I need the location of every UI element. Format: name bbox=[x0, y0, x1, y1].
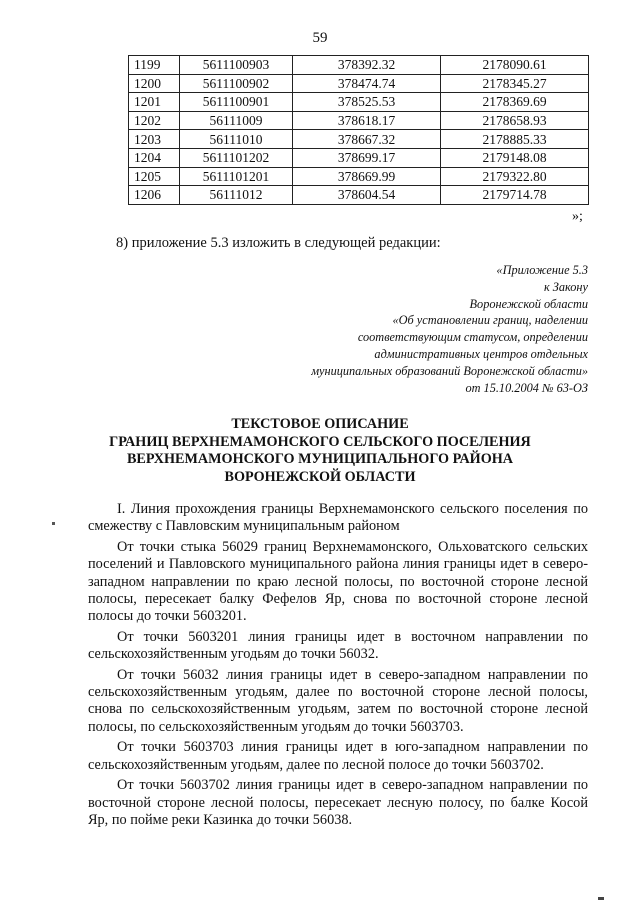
table-row bbox=[129, 148, 589, 167]
point-index-cell: 1203 bbox=[129, 130, 180, 149]
point-index-cell: 1201 bbox=[129, 93, 180, 112]
point-code-cell: 56111009 bbox=[180, 111, 293, 130]
coordinates-table-body bbox=[129, 56, 589, 205]
point-index-cell: 1205 bbox=[129, 167, 180, 186]
x-coordinate-cell: 378618.17 bbox=[293, 111, 441, 130]
page-number: 59 bbox=[312, 30, 328, 46]
heading-line: ВЕРХНЕМАМОНСКОГО МУНИЦИПАЛЬНОГО РАЙОНА bbox=[126, 451, 514, 468]
x-coordinate-cell: 378604.54 bbox=[293, 186, 441, 205]
point-code-cell: 5611101202 bbox=[180, 148, 293, 167]
point-code-cell: 56111012 bbox=[180, 186, 293, 205]
point-code-cell: 5611100903 bbox=[180, 56, 293, 75]
document-heading bbox=[0, 416, 640, 486]
y-coordinate-cell: 2178885.33 bbox=[441, 130, 589, 149]
table-row bbox=[129, 111, 589, 130]
coordinates-table bbox=[128, 55, 589, 205]
x-coordinate-cell: 378392.32 bbox=[293, 56, 441, 75]
closing-quote: »; bbox=[572, 209, 583, 224]
table-row bbox=[129, 56, 589, 75]
scan-mark bbox=[52, 522, 55, 525]
x-coordinate-cell: 378669.99 bbox=[293, 167, 441, 186]
y-coordinate-cell: 2178369.69 bbox=[441, 93, 589, 112]
appendix-reference bbox=[311, 262, 588, 396]
x-coordinate-cell: 378699.17 bbox=[293, 148, 441, 167]
table-row bbox=[129, 93, 589, 112]
point-code-cell: 5611101201 bbox=[180, 167, 293, 186]
point-index-cell: 1200 bbox=[129, 74, 180, 93]
y-coordinate-cell: 2179714.78 bbox=[441, 186, 589, 205]
point-code-cell: 5611100901 bbox=[180, 93, 293, 112]
x-coordinate-cell: 378525.53 bbox=[293, 93, 441, 112]
paragraph: От точки 5603703 линия границы идет в юго-западном направлении по сельскохозяйственным угодьям, далее по лесной полосе до точки 5603702. bbox=[88, 739, 588, 773]
x-coordinate-cell: 378474.74 bbox=[293, 74, 441, 93]
amendment-instruction: 8) приложение 5.3 изложить в следующей редакции: bbox=[116, 235, 441, 251]
boundary-description bbox=[88, 501, 588, 832]
paragraph: От точки 56032 линия границы идет в северо-западном направлении по сельскохозяйственным угодьям, далее по восточной стороне лесной полосы, снова по сельскохозяйственным угодьям, затем по восточной стороне лесной полосы, по сельскохозяйственным угодьям до точки 5603703. bbox=[88, 666, 588, 735]
paragraph: I. Линия прохождения границы Верхнемамонского сельского поселения по смежеству с Павловским муниципальным районом bbox=[88, 501, 588, 535]
point-index-cell: 1202 bbox=[129, 111, 180, 130]
y-coordinate-cell: 2179148.08 bbox=[441, 148, 589, 167]
appendix-line: «Об установлении границ, наделении bbox=[392, 313, 588, 328]
x-coordinate-cell: 378667.32 bbox=[293, 130, 441, 149]
appendix-line: административных центров отдельных bbox=[374, 346, 588, 361]
scan-mark bbox=[598, 897, 604, 900]
appendix-line: к Закону bbox=[543, 279, 588, 294]
appendix-line: «Приложение 5.3 bbox=[496, 263, 588, 277]
paragraph: От точки стыка 56029 границ Верхнемамонского, Ольховатского сельских поселений и Павловского муниципального района линия границы идет в северо-западном направлении по краю лесной полосы, по восточной стороне лесной полосы, пересекает балку Фефелов Яр, снова по восточной стороне лесной полосы до точки 5603201. bbox=[88, 538, 588, 625]
point-code-cell: 56111010 bbox=[180, 130, 293, 149]
table-row bbox=[129, 130, 589, 149]
point-index-cell: 1206 bbox=[129, 186, 180, 205]
paragraph: От точки 5603201 линия границы идет в восточном направлении по сельскохозяйственным угодьям до точки 56032. bbox=[88, 628, 588, 663]
point-index-cell: 1204 bbox=[129, 148, 180, 167]
point-index-cell: 1199 bbox=[129, 56, 180, 75]
appendix-line: муниципальных образований Воронежской области» bbox=[311, 363, 588, 378]
table-row bbox=[129, 186, 589, 205]
appendix-line: от 15.10.2004 № 63-ОЗ bbox=[465, 380, 588, 395]
y-coordinate-cell: 2179322.80 bbox=[441, 167, 589, 186]
heading-line: ГРАНИЦ ВЕРХНЕМАМОНСКОГО СЕЛЬСКОГО ПОСЕЛЕНИЯ bbox=[109, 433, 531, 450]
appendix-line: соответствующим статусом, определении bbox=[357, 330, 588, 345]
heading-line: ТЕКСТОВОЕ ОПИСАНИЕ bbox=[231, 416, 409, 432]
y-coordinate-cell: 2178345.27 bbox=[441, 74, 589, 93]
y-coordinate-cell: 2178658.93 bbox=[441, 111, 589, 130]
paragraph: От точки 5603702 линия границы идет в северо-западном направлении по восточной стороне лесной полосы, пересекает лесную полосу, по балке Косой Яр, по пойме реки Казинка до точки 56038. bbox=[88, 777, 588, 828]
table-row bbox=[129, 167, 589, 186]
y-coordinate-cell: 2178090.61 bbox=[441, 56, 589, 75]
point-code-cell: 5611100902 bbox=[180, 74, 293, 93]
appendix-line: Воронежской области bbox=[469, 296, 588, 311]
table-row bbox=[129, 74, 589, 93]
heading-line: ВОРОНЕЖСКОЙ ОБЛАСТИ bbox=[224, 468, 416, 485]
